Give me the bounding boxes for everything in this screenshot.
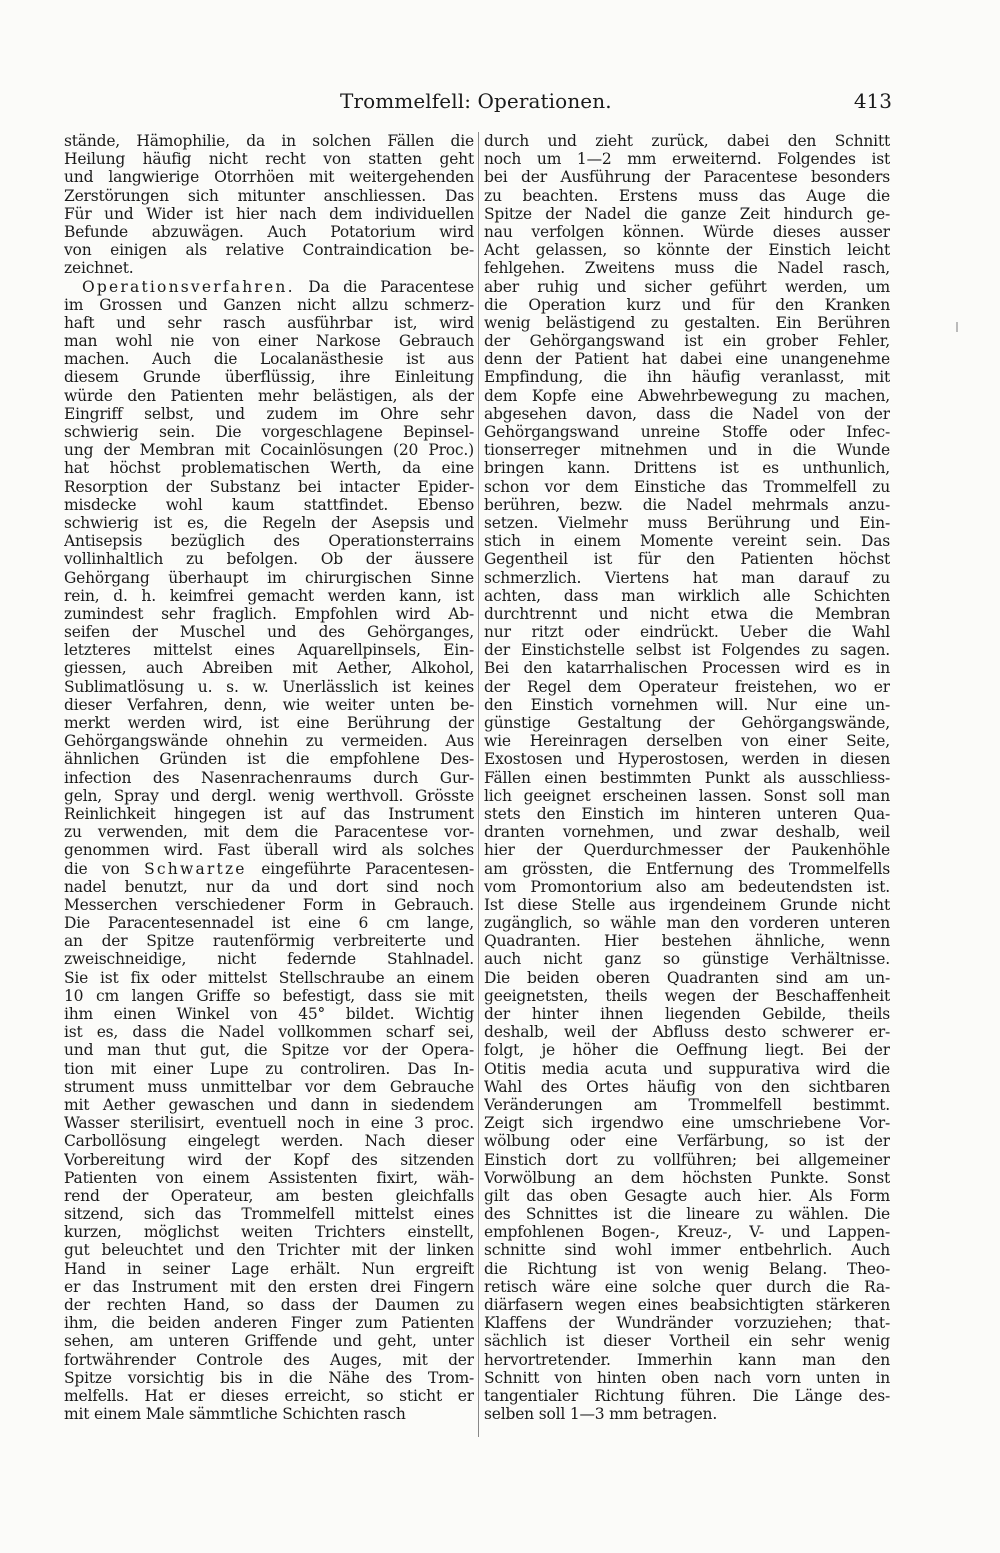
text-line: Einstich dort zu vollführen; bei allgemeiner <box>484 1150 890 1169</box>
text-line: Resorption der Substanz bei intacter Epider- <box>64 477 474 496</box>
text-line: Wahl des Ortes häufig von den sichtbaren <box>484 1077 890 1096</box>
text-line: ihm einen Winkel von 45° bildet. Wichtig <box>64 1005 474 1023</box>
running-title: Trommelfell: Operationen. <box>340 89 612 113</box>
text-line: Carbollösung eingelegt werden. Nach dieser <box>64 1132 474 1151</box>
text-line: Antisepsis bezüglich des Operationsterrains <box>64 532 474 551</box>
text-line: Exostosen und Hyperostosen, werden in diesen <box>484 750 890 769</box>
text-line: seifen der Muschel und des Gehörganges, <box>64 623 474 642</box>
running-header <box>62 89 892 119</box>
text-line: berühren, bezw. die Nadel mehrmals anzu- <box>484 495 890 514</box>
text-line: zu verwenden, mit dem die Paracentese vor- <box>64 823 474 842</box>
text-line: ihm, die beiden anderen Finger zum Patienten <box>64 1314 474 1333</box>
margin-mark <box>956 322 958 332</box>
text-line: im Grossen und Ganzen nicht allzu schmerz- <box>64 295 474 314</box>
text-line: geeignetsten, theils wegen der Beschaffenheit <box>484 986 890 1005</box>
text-line: den Einstich vornehmen will. Nur eine un- <box>484 695 890 714</box>
text-line: selben soll 1—3 mm betragen. <box>484 1405 718 1424</box>
text-line: Gehörgangswand unreine Stoffe oder Infec- <box>484 423 890 441</box>
text-line: Gehörgangswände ohnehin zu vermeiden. Aus <box>64 732 474 751</box>
text-line: schnitte sind wohl immer entbehrlich. Auch <box>484 1241 890 1260</box>
text-line: die Richtung ist von wenig Belang. Theo- <box>484 1259 890 1278</box>
text-line: sächlich ist dieser Vortheil ein sehr wenig <box>484 1332 890 1351</box>
text-line: die Operation kurz und für den Kranken <box>484 295 890 314</box>
text-line: der Einstichstelle selbst ist Folgendes zu sagen. <box>484 641 890 660</box>
text-line: Die beiden oberen Quadranten sind am un- <box>484 968 890 987</box>
text-line: schmerzlich. Viertens hat man darauf zu <box>484 568 890 587</box>
text-line: stände, Hämophilie, da in solchen Fällen die <box>64 132 474 150</box>
text-line: Patienten von einem Assistenten fixirt, wäh- <box>64 1168 474 1187</box>
text-line: man wohl nie von einer Narkose Gebrauch <box>64 332 474 351</box>
text-line: Eingriff selbst, und zudem im Ohre sehr <box>64 404 474 423</box>
text-line: tangentialer Richtung führen. Die Länge des- <box>484 1386 890 1405</box>
text-line: nur ritzt oder eindrückt. Ueber die Wahl <box>484 623 890 642</box>
text-line: noch um 1—2 mm erweiternd. Folgendes ist <box>484 150 890 169</box>
text-line: gut beleuchtet und den Trichter mit der linken <box>64 1241 474 1260</box>
text-line: Veränderungen am Trommelfell bestimmt. <box>484 1095 890 1114</box>
text-line: zugänglich, so wähle man den vorderen unteren <box>484 914 890 933</box>
text-line: stets den Einstich im hinteren unteren Qua- <box>484 804 890 823</box>
text-line: Spitze der Nadel die ganze Zeit hindurch ge- <box>484 204 890 223</box>
text-line: durchtrennt und nicht etwa die Membran <box>484 604 890 623</box>
text-line: günstige Gestaltung der Gehörgangswände, <box>484 714 890 732</box>
text-line: setzen. Vielmehr muss Berührung und Ein- <box>484 513 890 532</box>
text-line: folgt, je höher die Oeffnung liegt. Bei der <box>484 1041 890 1060</box>
text-line: Heilung häufig nicht recht von statten geht <box>64 150 474 169</box>
text-line: zu beachten. Erstens muss das Auge die <box>484 186 890 205</box>
text-line: Befunde abzuwägen. Auch Potatorium wird <box>64 222 474 241</box>
page-number: 413 <box>853 89 892 113</box>
text-line: wölbung oder eine Verfärbung, so ist der <box>484 1132 890 1151</box>
text-line: stich in einem Momente vereint sein. Das <box>484 532 890 551</box>
text-line: merkt werden wird, ist eine Berührung der <box>64 714 474 732</box>
text-line: Die Paracentesennadel ist eine 6 cm lange, <box>64 914 474 933</box>
text-line: Zeigt sich irgendwo eine umschriebene Vor- <box>484 1114 890 1133</box>
left-text-column <box>64 132 474 1423</box>
text-line: machen. Auch die Localanästhesie ist aus <box>64 350 474 369</box>
text-line: rend der Operateur, am besten gleichfalls <box>64 1186 474 1205</box>
text-line: hier der Querdurchmesser der Paukenhöhle <box>484 841 890 860</box>
text-line: zweischneidige, nicht federnde Stahlnadel. <box>64 950 474 969</box>
text-line: an der Spitze rautenförmig verbreiterte und <box>64 932 474 951</box>
text-line: Gehörgang überhaupt im chirurgischen Sinne <box>64 568 474 587</box>
text-line: giessen, auch Abreiben mit Aether, Alkohol, <box>64 659 474 678</box>
text-line: Klaffens der Wundränder vorzuziehen; that- <box>484 1314 890 1333</box>
text-line: Sie ist fix oder mittelst Stellschraube an einem <box>64 968 474 987</box>
text-line: Spitze vorsichtig bis in die Nähe des Trom- <box>64 1368 474 1387</box>
text-line: Vorwölbung an dem höchsten Punkte. Sonst <box>484 1168 890 1187</box>
text-line: schwierig ist es, die Regeln der Asepsis und <box>64 513 474 532</box>
text-line: dem Kopfe eine Abwehrbewegung zu machen, <box>484 386 890 405</box>
text-line: retisch wäre eine solche quer durch die Ra- <box>484 1277 890 1296</box>
text-line: Gegentheil ist für den Patienten höchst <box>484 550 890 569</box>
text-line: abgesehen davon, dass die Nadel von der <box>484 404 890 423</box>
text-line: aber ruhig und sicher geführt werden, um <box>484 277 890 296</box>
text-line: vollinhaltlich zu befolgen. Ob der äussere <box>64 550 474 569</box>
text-line: am grössten, die Entfernung des Trommelfells <box>484 859 890 878</box>
text-line: vom Promontorium also am bedeutendsten ist. <box>484 877 890 896</box>
text-line: diesem Grunde überflüssig, ihre Einleitung <box>64 368 474 387</box>
text-line: Für und Wider ist hier nach dem individuellen <box>64 204 474 223</box>
text-line: durch und zieht zurück, dabei den Schnitt <box>484 132 890 150</box>
text-line: Zerstörungen sich mitunter anschliessen. Das <box>64 186 474 205</box>
text-line: dieser Verfahren, denn, wie weiter unten be- <box>64 695 474 714</box>
text-line: infection des Nasenrachenraums durch Gur- <box>64 768 474 787</box>
text-line: der hinter ihnen liegenden Gebilde, theils <box>484 1005 890 1023</box>
text-line: tionserreger mitnehmen und in die Wunde <box>484 441 890 460</box>
text-line: Acht gelassen, so könnte der Einstich leicht <box>484 241 890 260</box>
text-line: kurzen, möglichst weiten Trichters einstellt, <box>64 1223 474 1242</box>
text-line: Bei den katarrhalischen Processen wird es in <box>484 659 890 678</box>
text-line: achten, dass man wirklich alle Schichten <box>484 586 890 605</box>
text-line: bei der Ausführung der Paracentese besonders <box>484 168 890 187</box>
text-line: letzteres mittelst eines Aquarellpinsels, Ein- <box>64 641 474 660</box>
text-line: gilt das oben Gesagte auch hier. Als Form <box>484 1186 890 1205</box>
text-line: sitzend, sich das Trommelfell mittelst eines <box>64 1205 474 1224</box>
emphasized-word: Operationsverfahren. <box>82 277 295 296</box>
text-line: geln, Spray und dergl. wenig werthvoll. Grösste <box>64 786 474 805</box>
text-line: schwierig sein. Die vorgeschlagene Bepinsel- <box>64 423 474 441</box>
text-line: fehlgehen. Zweitens muss die Nadel rasch, <box>484 259 890 278</box>
text-line: zeichnet. <box>64 259 134 278</box>
text-line: bringen kann. Drittens ist es unthunlich, <box>484 459 890 478</box>
text-line: auch nicht ganz so günstige Verhältnisse. <box>484 950 890 969</box>
text-line: genommen wird. Fast überall wird als solches <box>64 841 474 860</box>
text-line: und langwierige Otorrhöen mit weitergehenden <box>64 168 474 187</box>
text-line: Quadranten. Hier bestehen ähnliche, wenn <box>484 932 890 951</box>
text-line: die von Schwartze eingeführte Paracentesen- <box>64 859 474 878</box>
right-text-column <box>484 132 890 1423</box>
text-line: lich geeignet erscheinen lassen. Sonst soll man <box>484 786 890 805</box>
text-line: Schnitt von hinten oben nach vorn unten in <box>484 1368 890 1387</box>
text-line: von einigen als relative Contraindication be- <box>64 241 474 260</box>
text-line: schon vor dem Einstiche das Trommelfell zu <box>484 477 890 496</box>
text-line: Ist diese Stelle aus irgendeinem Grunde nicht <box>484 895 890 914</box>
text-line: Fällen einen bestimmten Punkt als ausschliess- <box>484 768 890 787</box>
text-line: Reinlichkeit hingegen ist auf das Instrument <box>64 804 474 823</box>
text-line: ähnlichen Gründen ist die empfohlene Des- <box>64 750 474 769</box>
text-line: dranten vornehmen, und zwar deshalb, weil <box>484 823 890 842</box>
text-line: mit einem Male sämmtliche Schichten rasch <box>64 1405 406 1424</box>
text-line: haft und sehr rasch ausführbar ist, wird <box>64 313 474 332</box>
text-line: tion mit einer Lupe zu controliren. Das In- <box>64 1059 474 1078</box>
text-line: rein, d. h. keimfrei gemacht werden kann, ist <box>64 586 474 605</box>
text-line: 10 cm langen Griffe so befestigt, dass sie mit <box>64 986 474 1005</box>
text-line: sehen, am unteren Griffende und geht, unter <box>64 1332 474 1351</box>
text-line: mit Aether gewaschen und dann in siedendem <box>64 1095 474 1114</box>
text-line: Sublimatlösung u. s. w. Unerlässlich ist keines <box>64 677 474 696</box>
text-line: ung der Membran mit Cocainlösungen (20 Proc.) <box>64 441 474 460</box>
text-line: hat höchst problematischen Werth, da eine <box>64 459 474 478</box>
text-line: zumindest sehr fraglich. Empfohlen wird Ab- <box>64 604 474 623</box>
text-line: wenig belästigend zu gestalten. Ein Berühren <box>484 313 890 332</box>
text-line: empfohlenen Bogen-, Kreuz-, V- und Lappen- <box>484 1223 890 1242</box>
text-line: der Gehörgangswand ist ein grober Fehler, <box>484 332 890 351</box>
text-line: Vorbereitung wird der Kopf des sitzenden <box>64 1150 474 1169</box>
text-line: fortwährender Controle des Auges, mit der <box>64 1350 474 1369</box>
column-divider <box>478 132 479 1437</box>
text-line: Messerchen verschiedener Form in Gebrauch. <box>64 895 474 914</box>
text-line: und man thut gut, die Spitze vor der Opera- <box>64 1041 474 1060</box>
text-line: misdecke wohl kaum stattfindet. Ebenso <box>64 495 474 514</box>
text-line: denn der Patient hat dabei eine unangenehme <box>484 350 890 369</box>
text-line: des Schnittes ist die lineare zu wählen. Die <box>484 1205 890 1224</box>
emphasized-word: Schwartze <box>144 859 247 878</box>
text-line: er das Instrument mit den ersten drei Fingern <box>64 1277 474 1296</box>
text-line: melfells. Hat er dieses erreicht, so sticht er <box>64 1386 474 1405</box>
text-line: hervortretender. Immerhin kann man den <box>484 1350 890 1369</box>
text-line: der rechten Hand, so dass der Daumen zu <box>64 1296 474 1314</box>
text-line: strument muss unmittelbar vor dem Gebrauche <box>64 1077 474 1096</box>
text-line: wie Hereinragen derselben von einer Seite, <box>484 732 890 751</box>
text-line: Otitis media acuta und suppurativa wird die <box>484 1059 890 1078</box>
text-line: würde den Patienten mehr belästigen, als der <box>64 386 474 405</box>
text-line: Operationsverfahren. Da die Paracentese <box>82 277 474 296</box>
text-line: nadel benutzt, nur da und dort sind noch <box>64 877 474 896</box>
text-line: deshalb, weil der Abfluss desto schwerer er- <box>484 1023 890 1042</box>
text-line: diärfasern wegen eines beabsichtigten stärkeren <box>484 1296 890 1314</box>
text-line: der Regel dem Operateur freistehen, wo er <box>484 677 890 696</box>
text-line: Wasser sterilisirt, eventuell noch in eine 3 proc. <box>64 1114 474 1133</box>
text-line: nau verfolgen können. Würde dieses ausser <box>484 222 890 241</box>
text-line: Hand in seiner Lage erhält. Nun ergreift <box>64 1259 474 1278</box>
text-line: Empfindung, die ihn häufig veranlasst, mit <box>484 368 890 387</box>
text-line: ist es, dass die Nadel vollkommen scharf sei, <box>64 1023 474 1042</box>
